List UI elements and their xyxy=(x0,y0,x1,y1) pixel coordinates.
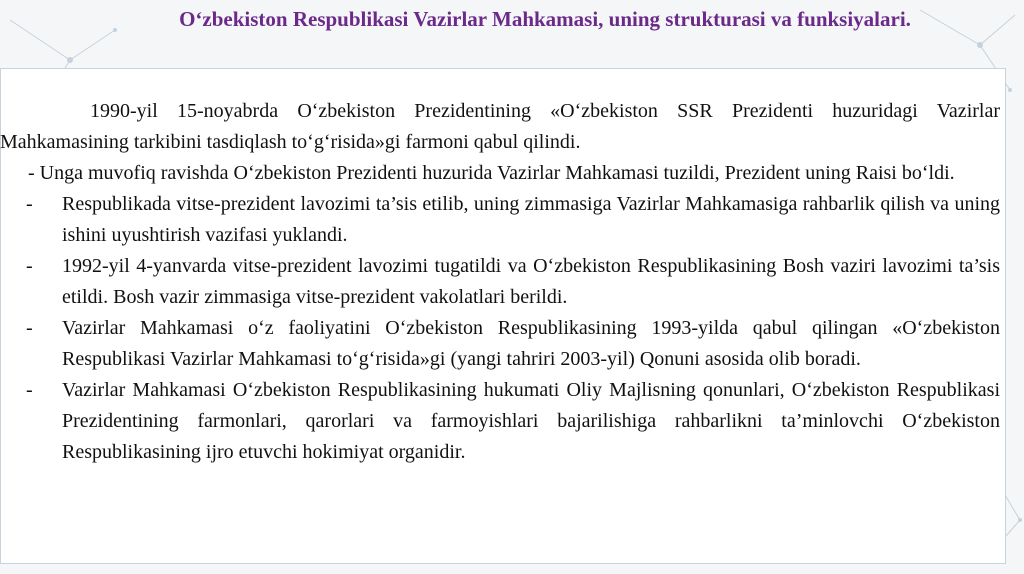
slide-title: O‘zbekiston Respublikasi Vazirlar Mahkamasi, uning strukturasi va funksiyalari. xyxy=(179,7,911,31)
list-item xyxy=(0,313,1000,375)
bullet-dash: - xyxy=(26,193,33,215)
bullet-dash: - xyxy=(26,379,33,401)
list-item xyxy=(0,189,1000,251)
list-item-text: Vazirlar Mahkamasi O‘zbekiston Respublikasining hukumati Oliy Majlisning qonunlari, O‘zbekiston Respublikasi Prezidentining farmonlari, qarorlari va farmoyishlari bajarilishiga rahbarlikni ta’minlovchi O‘zbekiston Respublikasining ijro etuvchi hokimiyat organidir. xyxy=(62,379,1000,463)
slide-body xyxy=(0,96,1000,468)
bullet-dash: - xyxy=(26,255,33,277)
list-item xyxy=(0,375,1000,468)
list-item-text: 1992-yil 4-yanvarda vitse-prezident lavozimi tugatildi va O‘zbekiston Respublikasining Bosh vaziri lavozimi ta’sis etildi. Bosh vazir zimmasiga vitse-prezident vakolatlari berildi. xyxy=(62,255,1000,308)
second-paragraph: - Unga muvofiq ravishda O‘zbekiston Prezidenti huzurida Vazirlar Mahkamasi tuzildi, Prezident uning Raisi bo‘ldi. xyxy=(28,162,955,184)
list-item-text: Respublikada vitse-prezident lavozimi ta’sis etilib, uning zimmasiga Vazirlar Mahkamasiga rahbarlik qilish va uning ishini uyushtirish vazifasi yuklandi. xyxy=(62,193,1000,246)
intro-paragraph: 1990-yil 15-noyabrda O‘zbekiston Prezidentining «O‘zbekiston SSR Prezidenti huzuridagi Vazirlar Mahkamasining tarkibini tasdiqlash to‘g‘risida»gi farmoni qabul qilindi. xyxy=(0,100,1000,153)
list-item-text: Vazirlar Mahkamasi o‘z faoliyatini O‘zbekiston Respublikasining 1993-yilda qabul qilingan «O‘zbekiston Respublikasi Vazirlar Mahkamasi to‘g‘risida»gi (yangi tahriri 2003-yil) Qonuni asosida olib boradi. xyxy=(62,317,1000,370)
bullet-dash: - xyxy=(26,317,33,339)
list-item xyxy=(0,251,1000,313)
